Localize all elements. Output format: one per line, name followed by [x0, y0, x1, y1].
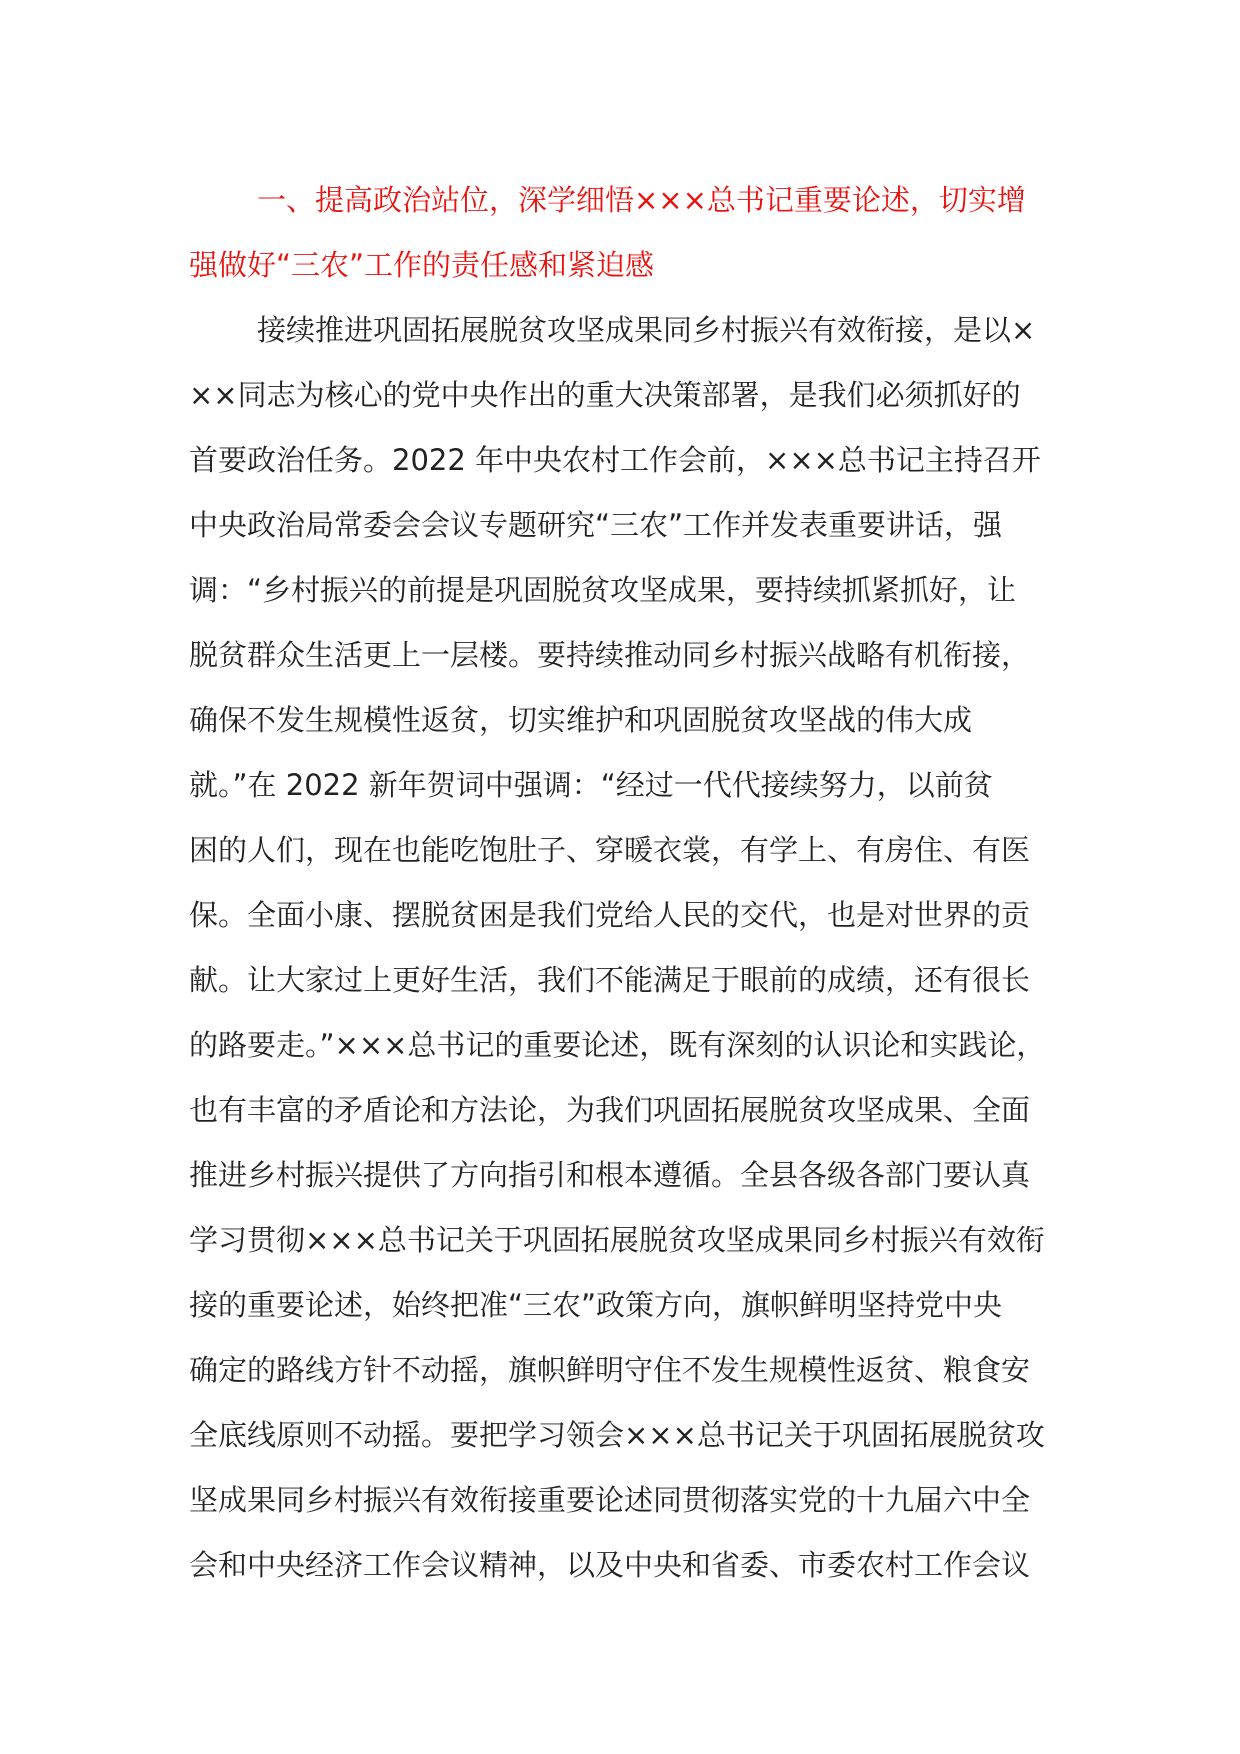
paragraph-line: 的路要走。”×××总书记的重要论述，既有深刻的认识论和实践论， — [189, 1028, 1046, 1062]
body-paragraph — [189, 298, 1069, 1598]
paragraph-line: 学习贯彻×××总书记关于巩固拓展脱贫攻坚成果同乡村振兴有效衔 — [189, 1223, 1045, 1257]
section-heading — [189, 168, 1069, 298]
paragraph-line: 困的人们，现在也能吃饱肚子、穿暖衣裳，有学上、有房住、有医 — [189, 833, 1031, 867]
paragraph-line: 中央政治局常委会会议专题研究“三农”工作并发表重要讲话，强 — [189, 508, 1003, 542]
paragraph-line: 献。让大家过上更好生活，我们不能满足于眼前的成绩，还有很长 — [189, 963, 1031, 997]
paragraph-line: 全底线原则不动摇。要把学习领会×××总书记关于巩固拓展脱贫攻 — [189, 1418, 1045, 1452]
paragraph-line: 脱贫群众生活更上一层楼。要持续推动同乡村振兴战略有机衔接， — [189, 638, 1031, 672]
paragraph-line: 坚成果同乡村振兴有效衔接重要论述同贯彻落实党的十九届六中全 — [189, 1483, 1031, 1517]
paragraph-line: 调：“乡村振兴的前提是巩固脱贫攻坚成果，要持续抓紧抓好，让 — [189, 573, 1017, 607]
paragraph-line: 推进乡村振兴提供了方向指引和根本遵循。全县各级各部门要认真 — [189, 1158, 1031, 1192]
paragraph-line: 接的重要论述，始终把准“三农”政策方向，旗帜鲜明坚持党中央 — [189, 1288, 1003, 1322]
heading-line: 强做好“三农”工作的责任感和紧迫感 — [189, 248, 655, 282]
paragraph-line: 首要政治任务。2022 年中央农村工作会前，×××总书记主持召开 — [189, 443, 1041, 477]
paragraph-line: ××同志为核心的党中央作出的重大决策部署，是我们必须抓好的 — [189, 378, 1021, 412]
paragraph-line: 接续推进巩固拓展脱贫攻坚成果同乡村振兴有效衔接，是以× — [257, 313, 1036, 347]
paragraph-line: 也有丰富的矛盾论和方法论，为我们巩固拓展脱贫攻坚成果、全面 — [189, 1093, 1031, 1127]
paragraph-line: 确定的路线方针不动摇，旗帜鲜明守住不发生规模性返贫、粮食安 — [189, 1353, 1031, 1387]
paragraph-line: 就。”在 2022 新年贺词中强调：“经过一代代接续努力，以前贫 — [189, 768, 993, 802]
paragraph-line: 保。全面小康、摆脱贫困是我们党给人民的交代，也是对世界的贡 — [189, 898, 1031, 932]
heading-line: 一、提高政治站位，深学细悟×××总书记重要论述，切实增 — [257, 183, 1026, 217]
document-body — [189, 168, 1069, 1598]
paragraph-line: 会和中央经济工作会议精神，以及中央和省委、市委农村工作会议 — [189, 1548, 1031, 1582]
paragraph-line: 确保不发生规模性返贫，切实维护和巩固脱贫攻坚战的伟大成 — [189, 703, 973, 737]
